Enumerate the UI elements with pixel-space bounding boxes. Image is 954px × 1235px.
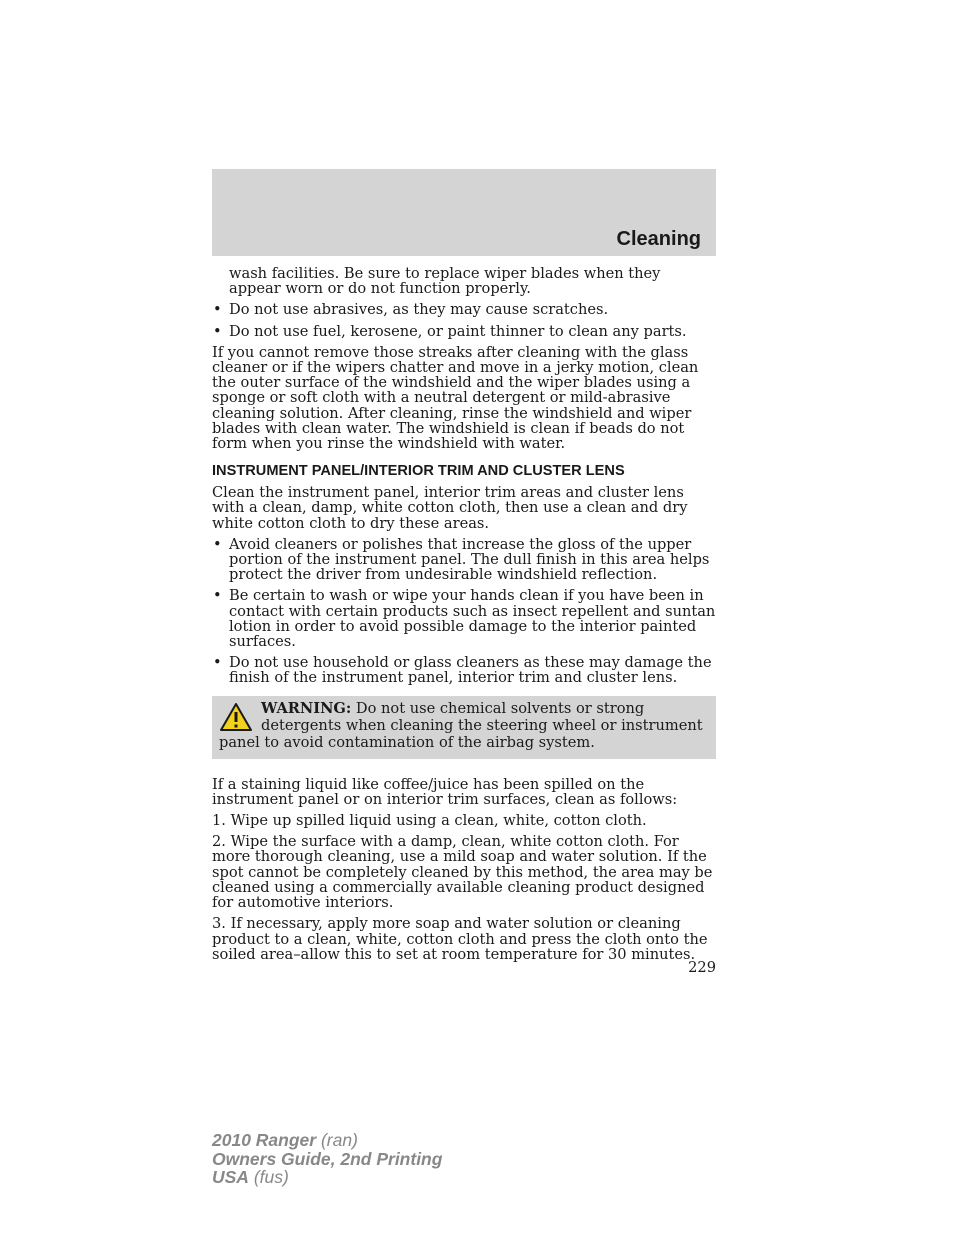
list-item: • Do not use household or glass cleaners as these may damage the finish of the instrument panel, interior trim and cluster lens. bbox=[212, 655, 716, 685]
footer-market-code: (fus) bbox=[248, 1167, 289, 1187]
list-item: • Do not use fuel, kerosene, or paint thinner to clean any parts. bbox=[212, 324, 716, 339]
list-item: • Do not use abrasives, as they may cause scratches. bbox=[212, 302, 716, 317]
section-heading: INSTRUMENT PANEL/INTERIOR TRIM AND CLUSTER LENS bbox=[212, 463, 625, 480]
page-content bbox=[212, 266, 716, 968]
list-item: • Avoid cleaners or polishes that increase the gloss of the upper portion of the instrument panel. The dull finish in this area helps protect the driver from undesirable windshield reflection. bbox=[212, 537, 716, 583]
footer-market-line bbox=[212, 1168, 442, 1187]
spill-intro: If a staining liquid like coffee/juice has been spilled on the instrument panel or on interior trim surfaces, clean as follows: bbox=[212, 775, 678, 808]
intro-bullet-list bbox=[212, 302, 716, 338]
continued-text: wash facilities. Be sure to replace wiper blades when they appear worn or do not function properly. bbox=[229, 265, 661, 298]
warning-label: WARNING: bbox=[261, 699, 352, 717]
footer-model-line bbox=[212, 1131, 442, 1150]
warning-triangle-icon bbox=[219, 702, 253, 732]
streaks-paragraph: If you cannot remove those streaks after cleaning with the glass cleaner or if the wipers chatter and move in a jerky motion, clean the outer surface of the windshield and the wiper blades using a sponge or soft cloth with a neutral detergent or mild-abrasive cleaning solution. After cleaning, rinse the windshield and wiper blades with clean water. The windshield is clean if beads do not form when you rinse the windshield with water. bbox=[212, 343, 699, 453]
page-number: 229 bbox=[688, 959, 716, 976]
warning-box bbox=[212, 696, 716, 759]
section-header-band bbox=[212, 169, 716, 256]
footer-model-code: (ran) bbox=[316, 1130, 358, 1150]
warning-text: Do not use chemical solvents or strong detergents when cleaning the steering wheel or instrument panel to avoid contamination of the airbag system. bbox=[219, 699, 703, 751]
spill-step: 3. If necessary, apply more soap and water solution or cleaning product to a clean, white, cotton cloth and press the cloth onto the soiled area–allow this to set at room temperature for 30 minutes. bbox=[212, 915, 708, 963]
footer-guide: Owners Guide, 2nd Printing bbox=[212, 1148, 443, 1169]
section-paragraph: Clean the instrument panel, interior trim areas and cluster lens with a clean, damp, white cotton cloth, then use a clean and dry white cotton cloth to dry these areas. bbox=[212, 484, 688, 532]
footer-guide-line bbox=[212, 1150, 442, 1169]
footer-model: 2010 Ranger bbox=[212, 1130, 317, 1150]
section-bullet-list bbox=[212, 537, 716, 686]
section-title: Cleaning bbox=[616, 228, 701, 250]
footer-market: USA bbox=[212, 1167, 249, 1187]
spill-step: 1. Wipe up spilled liquid using a clean, white, cotton cloth. bbox=[212, 812, 647, 830]
list-item: • Be certain to wash or wipe your hands clean if you have been in contact with certain products such as insect repellent and suntan lotion in order to avoid possible damage to the interior painted surfaces. bbox=[212, 588, 716, 649]
spill-step: 2. Wipe the surface with a damp, clean, white cotton cloth. For more thorough cleaning, use a mild soap and water solution. If the spot cannot be completely cleaned by this method, the area may be cleaned using a commercially available cleaning product designed for automotive interiors. bbox=[212, 833, 713, 912]
document-footer bbox=[212, 1131, 442, 1187]
